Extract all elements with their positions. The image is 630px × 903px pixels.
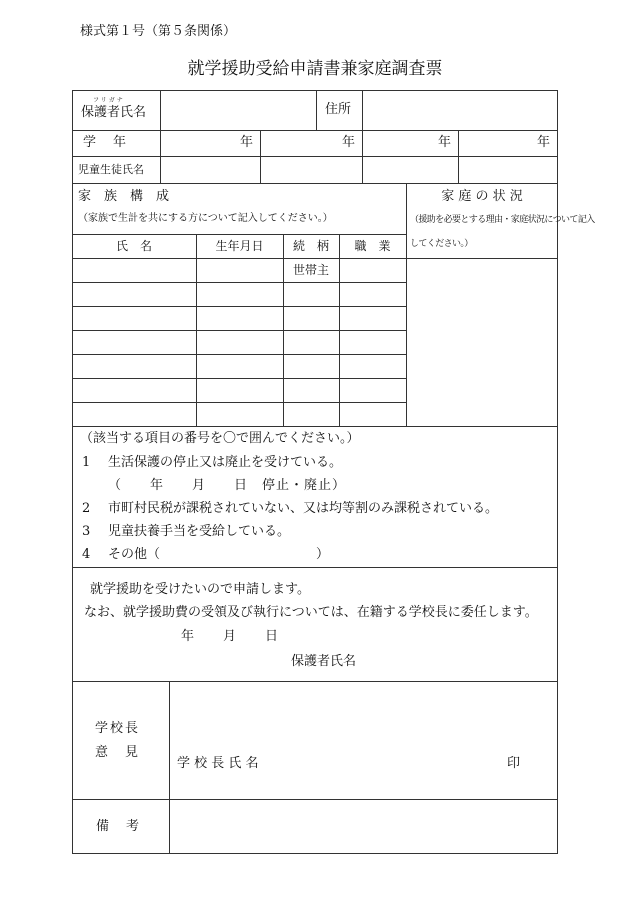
family-members-table[interactable] xyxy=(73,259,406,426)
guardian-name-field[interactable] xyxy=(161,91,316,130)
divider xyxy=(72,567,558,568)
condition-text: 市町村民税が課税されていない、又は均等割のみ課税されている。 xyxy=(108,501,499,516)
divider xyxy=(72,234,406,235)
condition-number[interactable]: 2 xyxy=(82,501,91,516)
conditions-instruction: （該当する項目の番号を〇で囲んでください。） xyxy=(80,431,360,446)
condition-number[interactable]: 1 xyxy=(82,455,91,470)
student-name-field[interactable] xyxy=(161,157,260,183)
column-birthdate: 生年月日 xyxy=(215,239,264,253)
student-name-field[interactable] xyxy=(363,157,458,183)
home-situation-field[interactable] xyxy=(407,259,557,426)
column-occupation: 職 業 xyxy=(354,239,391,253)
grade-unit: 年 xyxy=(438,135,452,150)
divider xyxy=(72,183,558,184)
column-name: 氏 名 xyxy=(115,239,152,253)
principal-label: 学校長 xyxy=(95,721,141,736)
opinion-label: 意 見 xyxy=(95,745,141,760)
application-statement: 就学援助を受けたいので申請します。 xyxy=(90,582,310,597)
condition-number[interactable]: 4 xyxy=(82,547,91,562)
family-note: （家族で生計を共にする方について記入してください。） xyxy=(78,213,333,224)
application-date[interactable]: 年 月 日 xyxy=(181,629,280,644)
address-label: 住所 xyxy=(325,102,352,117)
divider xyxy=(72,130,558,131)
home-situation-note: （援助を必要とする理由・家庭状況について記入 xyxy=(410,215,595,225)
principal-name-label: 学 校 長 氏 名 xyxy=(177,756,259,771)
condition-text: 生活保護の停止又は廃止を受けている。 xyxy=(108,455,343,470)
remarks-label: 備 考 xyxy=(96,819,142,834)
page-title: 就学援助受給申請書兼家庭調査票 xyxy=(187,59,443,79)
column-relation: 続 柄 xyxy=(292,239,329,253)
principal-opinion-field[interactable] xyxy=(170,682,557,799)
family-heading: 家 族 構 成 xyxy=(78,189,170,204)
grade-unit: 年 xyxy=(537,135,551,150)
form-number: 様式第１号（第５条関係） xyxy=(80,24,237,39)
divider xyxy=(72,426,558,427)
delegation-statement: なお、就学援助費の受領及び執行については、在籍する学校長に委任します。 xyxy=(84,605,538,620)
divider xyxy=(316,90,317,130)
student-name-field[interactable] xyxy=(459,157,557,183)
grade-unit: 年 xyxy=(240,135,254,150)
condition-number[interactable]: 3 xyxy=(82,524,91,539)
condition-text: 児童扶養手当を受給している。 xyxy=(108,524,291,539)
condition-date-line: （ 年 月 日 停止・廃止） xyxy=(108,478,347,493)
remarks-field[interactable] xyxy=(170,800,557,853)
condition-text: その他（ ） xyxy=(108,547,330,562)
address-field[interactable] xyxy=(363,91,557,130)
home-situation-note: してください。） xyxy=(410,239,473,249)
home-situation-heading: 家 庭 の 状 況 xyxy=(441,189,523,204)
student-name-field[interactable] xyxy=(261,157,362,183)
seal-mark: 印 xyxy=(507,756,521,771)
student-name-label: 児童生徒氏名 xyxy=(78,163,144,176)
signer-label: 保護者氏名 xyxy=(291,654,357,669)
grade-label: 学 年 xyxy=(83,135,129,150)
head-of-household: 世帯主 xyxy=(292,263,329,277)
furigana-label: フリガナ xyxy=(93,97,125,104)
guardian-name-label: 保護者氏名 xyxy=(81,105,147,120)
grade-unit: 年 xyxy=(342,135,356,150)
